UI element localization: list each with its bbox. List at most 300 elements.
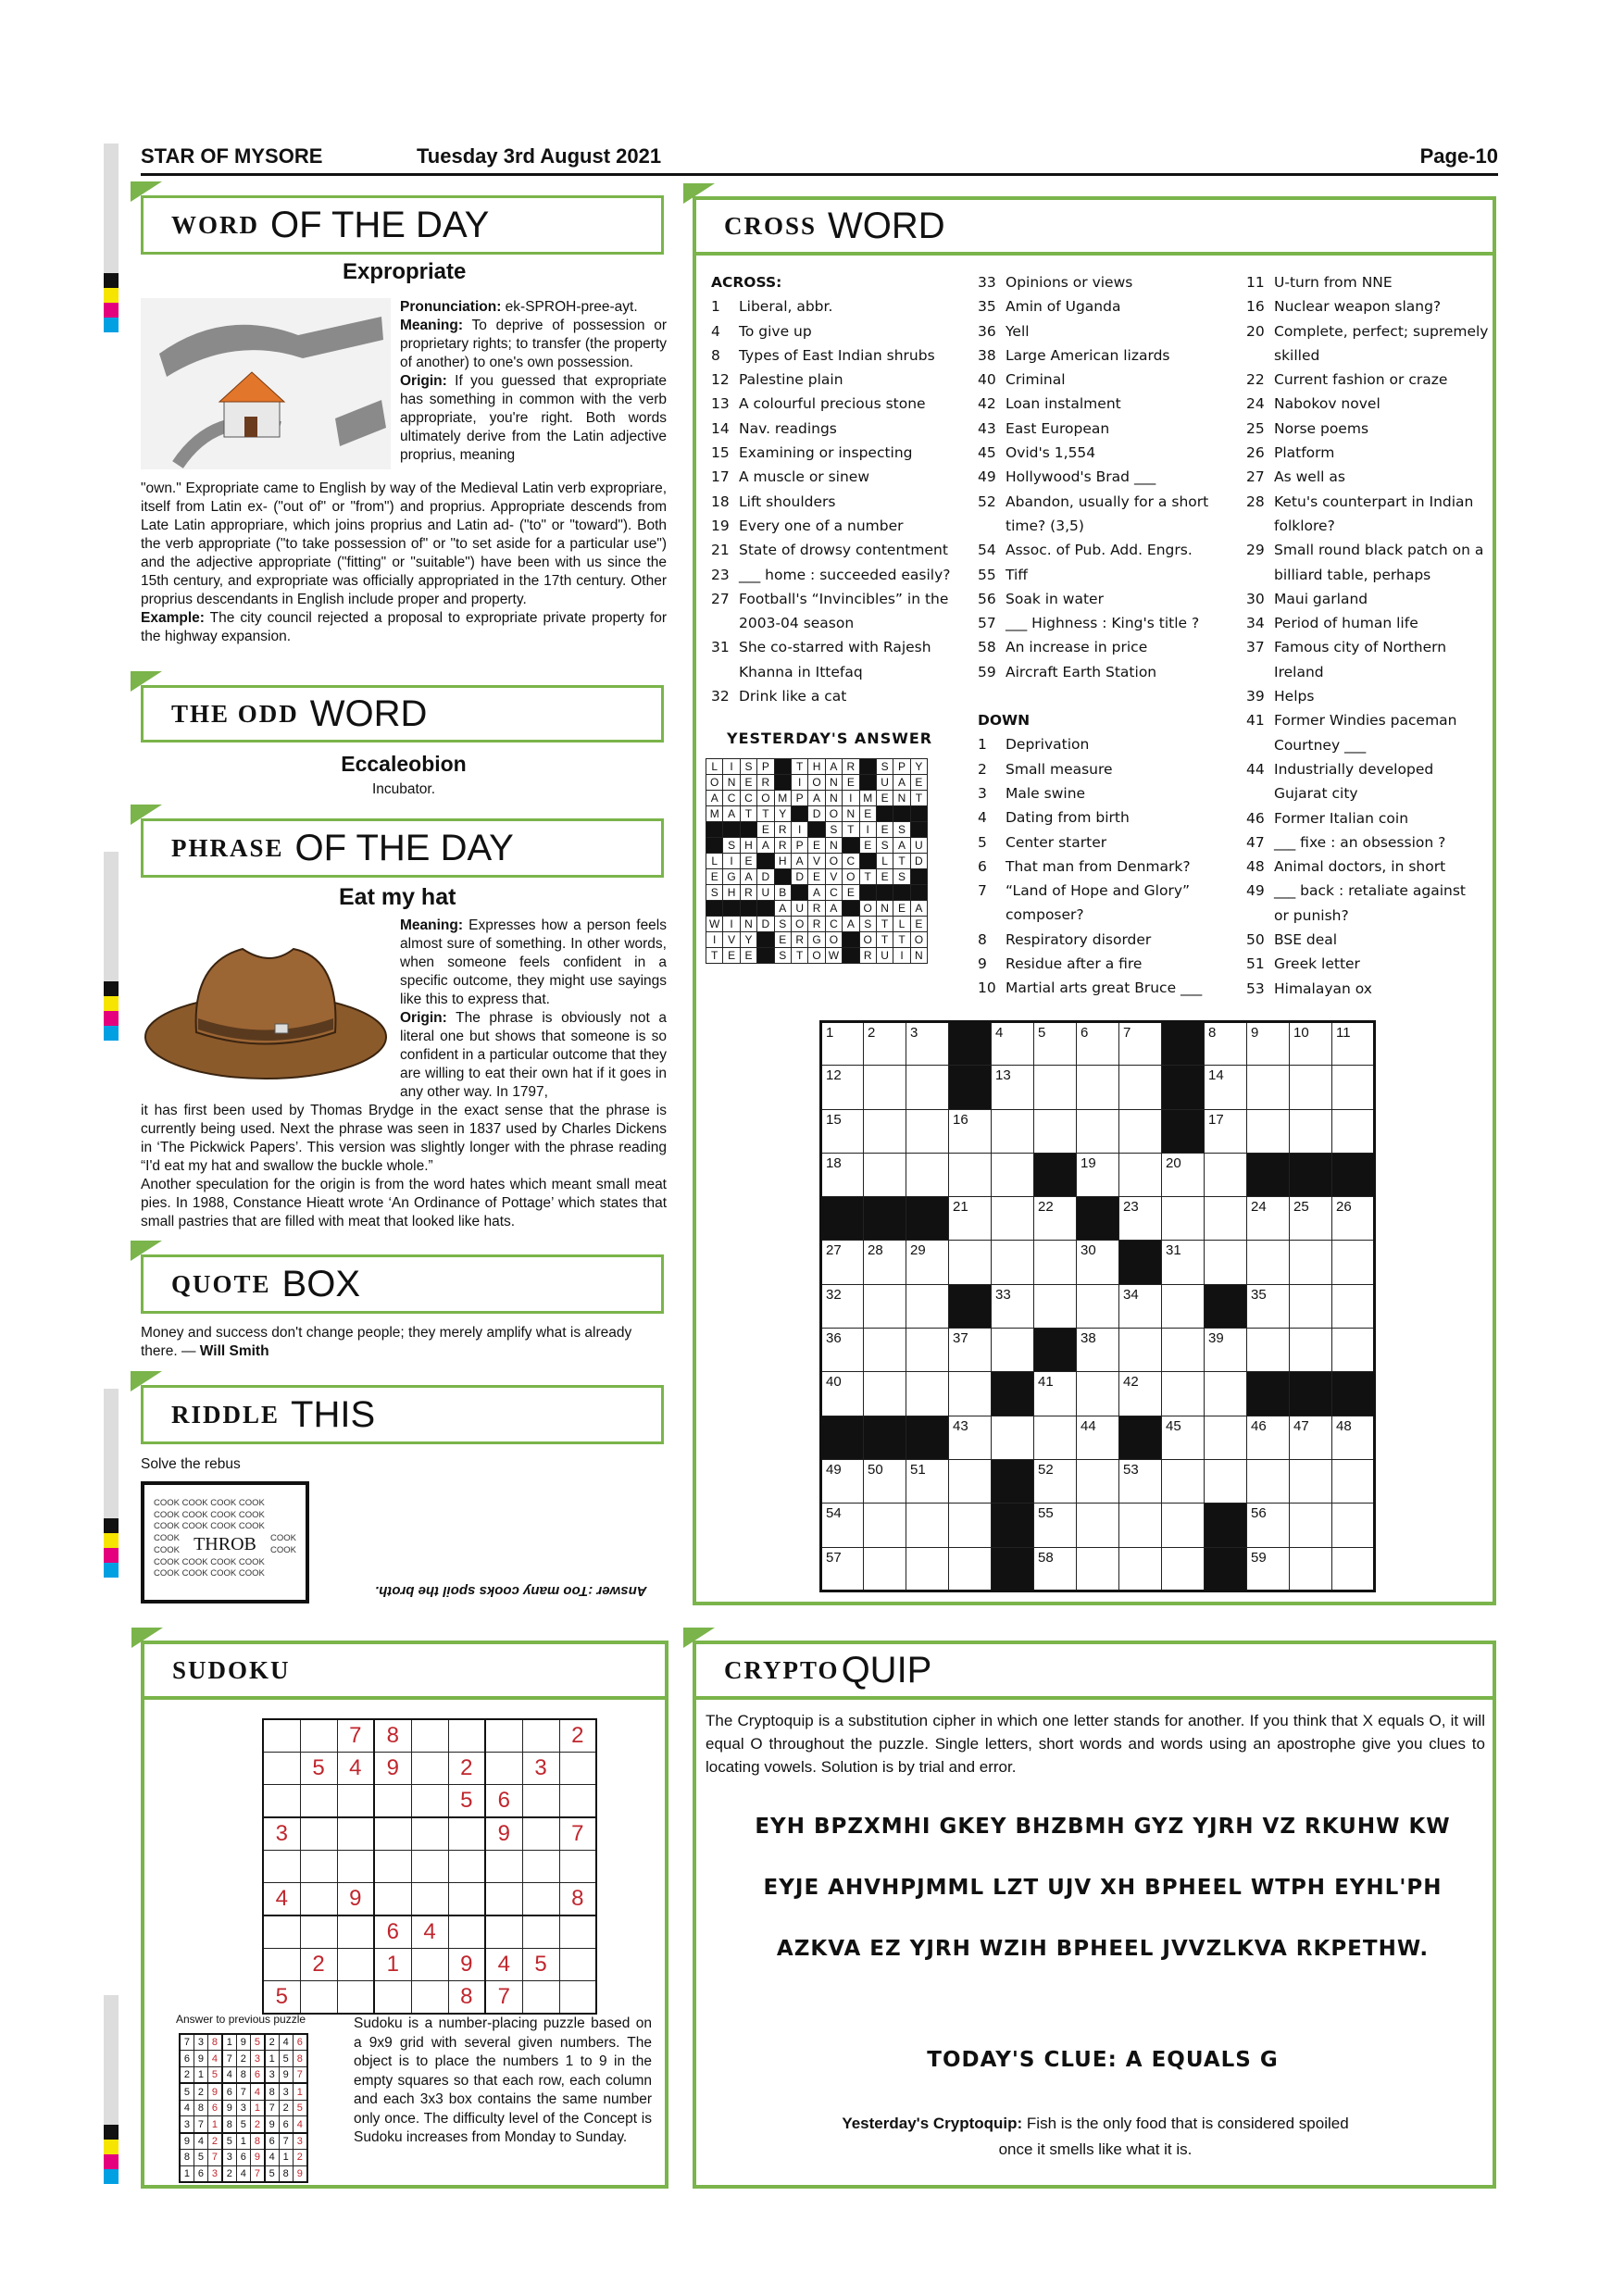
answer-letter: H [723, 885, 740, 901]
crossword-cell [864, 1547, 906, 1591]
sudoku-cell: 5 [263, 1980, 300, 2013]
sudoku-answer-cell: 1 [279, 2150, 293, 2166]
sudoku-answer-cell: 7 [180, 2034, 194, 2051]
sudoku-answer-cell: 7 [293, 2067, 306, 2084]
crossword-cell [1205, 1416, 1247, 1459]
crossword-cell [1290, 1547, 1332, 1591]
answer-letter: S [723, 838, 740, 854]
sudoku-cell [411, 1948, 448, 1980]
answer-black-square [706, 822, 723, 838]
crossword-cell [1247, 1284, 1290, 1328]
clue-number: 26 [1336, 1199, 1352, 1216]
crossword-cell [864, 1022, 906, 1066]
crossword-cell [1119, 1153, 1162, 1196]
clue: 54 Assoc. of Pub. Add. Engrs. [978, 542, 1193, 559]
answer-letter: E [808, 838, 825, 854]
sudoku-cell: 6 [374, 1915, 411, 1948]
crossword-cell [1077, 1372, 1119, 1416]
clue-number: 6 [1081, 1025, 1089, 1041]
crossword-cell [1205, 1459, 1247, 1503]
answer-letter: E [808, 869, 825, 885]
crossword-cell [1205, 1066, 1247, 1109]
sudoku-answer-cell: 1 [180, 2165, 194, 2182]
answer-letter: V [825, 869, 842, 885]
answer-letter: Y [910, 759, 927, 775]
sudoku-answer-cell: 3 [208, 2165, 222, 2182]
answer-black-square [843, 948, 859, 964]
crossword-cell [864, 1329, 906, 1372]
clue: 14 Nav. readings [711, 419, 837, 437]
clue: 43 East European [978, 419, 1110, 437]
answer-letter: S [825, 822, 842, 838]
answer-letter: R [843, 759, 859, 775]
riddle-answer-upside-down: Answer :Too many cooks spoil the broth. [375, 1583, 647, 1599]
crossword-cell [821, 1459, 864, 1503]
sudoku-answer-cell: 3 [222, 2150, 236, 2166]
crossword-cell [821, 1066, 864, 1109]
clue-number: 23 [1123, 1199, 1139, 1216]
answer-letter: P [893, 759, 910, 775]
crossword-cell [864, 1284, 906, 1328]
sudoku-cell [485, 1719, 522, 1752]
crossword-cell [1332, 1066, 1375, 1109]
sudoku-cell: 5 [448, 1785, 485, 1817]
clue: 3 Male swine [978, 784, 1086, 802]
sudoku-cell [300, 1850, 337, 1882]
sudoku-cell: 3 [263, 1817, 300, 1850]
clue: time? (3,5) [1006, 517, 1084, 534]
answer-letter: G [723, 869, 740, 885]
page-number: Page-10 [1419, 144, 1498, 168]
clue-number: 14 [1208, 1067, 1224, 1084]
clue: or punish? [1274, 906, 1349, 924]
wotd-body-full: "own." Expropriate came to English by way of the Medieval Latin verb expropriare, itself from Latin ex- ("out of" or "from") and proprius. Appropriate descends from Late Latin appropriare, which joins proprius and Latin ad- ("to" or "toward"). Both the verb appropriate ("to take possession of" or "to set aside for a particular use") and the adjective appropriate ("fitting" or "suitable") have been with us since the 15th century, and expropriate was officially appropriated in the 17th century. Other proprius descendants in English include proper and property. Example: The city council rejected a proposal to expropriate private property for the highway expansion. [141, 480, 667, 644]
clue: 44 Industrially developed [1246, 760, 1434, 778]
clue-number: 46 [1251, 1417, 1267, 1434]
crossword-cell [821, 1153, 864, 1196]
sudoku-cell [337, 1980, 374, 2013]
sudoku-cell [411, 1882, 448, 1915]
crossword-cell [1077, 1153, 1119, 1196]
answer-black-square [791, 885, 807, 901]
crossword-cell [1247, 1504, 1290, 1547]
clue: 2003-04 season [739, 615, 855, 632]
black-square [1205, 1284, 1247, 1328]
sudoku-answer-cell: 1 [250, 2100, 264, 2116]
answer-black-square [757, 901, 774, 917]
cryptoquip-clue: TODAY'S CLUE: A EQUALS G [927, 2048, 1279, 2072]
sudoku-cell [448, 1915, 485, 1948]
sudoku-cell [374, 1817, 411, 1850]
clue-number: 24 [1251, 1199, 1267, 1216]
sudoku-answer-cell: 9 [194, 2051, 207, 2067]
sudoku-answer-cell: 1 [194, 2067, 207, 2084]
clue: 34 Period of human life [1246, 615, 1418, 632]
sudoku-cell: 6 [485, 1785, 522, 1817]
answer-letter: C [740, 791, 756, 806]
clue-number: 58 [1038, 1549, 1054, 1566]
clue: 1 Liberal, abbr. [711, 298, 833, 316]
answer-black-square [910, 822, 927, 838]
sudoku-answer-cell: 1 [293, 2083, 306, 2100]
clue: 24 Nabokov novel [1246, 395, 1380, 413]
sudoku-answer-cell: 9 [250, 2150, 264, 2166]
clue: 9 Residue after a fire [978, 955, 1143, 973]
answer-letter: T [791, 759, 807, 775]
answer-letter: W [706, 917, 723, 932]
answer-letter: M [706, 806, 723, 822]
black-square [1247, 1372, 1290, 1416]
black-square [821, 1197, 864, 1241]
sudoku-cell: 9 [337, 1882, 374, 1915]
sudoku-cell [337, 1785, 374, 1817]
crossword-cell [906, 1284, 949, 1328]
sudoku-cell: 2 [448, 1752, 485, 1784]
sudoku-cell [559, 1980, 596, 2013]
black-square [1332, 1153, 1375, 1196]
clue-number: 13 [995, 1067, 1011, 1084]
crossword-cell [864, 1153, 906, 1196]
answer-black-square [859, 885, 876, 901]
clue: 33 Opinions or views [978, 274, 1133, 291]
sudoku-cell [411, 1817, 448, 1850]
sudoku-answer-cell: 8 [293, 2051, 306, 2067]
black-square [1119, 1416, 1162, 1459]
answer-black-square [791, 806, 807, 822]
answer-black-square [706, 838, 723, 854]
sudoku-answer-cell: 6 [194, 2165, 207, 2182]
clue-number: 30 [1081, 1242, 1096, 1259]
rebus-center-word: THROB [194, 1534, 256, 1555]
answer-letter: A [910, 901, 927, 917]
sudoku-answer-cell: 4 [194, 2133, 207, 2150]
clue: 5 Center starter [978, 833, 1107, 851]
sudoku-cell: 8 [559, 1882, 596, 1915]
clue: 40 Criminal [978, 371, 1066, 389]
answer-letter: N [740, 917, 756, 932]
crossword-cell [1034, 1416, 1077, 1459]
black-square [1119, 1241, 1162, 1284]
crossword-cell [1332, 1284, 1375, 1328]
sudoku-answer-cell: 4 [180, 2100, 194, 2116]
crossword-cell [1162, 1241, 1205, 1284]
answer-black-square [910, 806, 927, 822]
sudoku-answer-cell: 1 [265, 2051, 279, 2067]
answer-letter: A [757, 838, 774, 854]
clue: 36 Yell [978, 322, 1030, 340]
answer-letter: O [859, 901, 876, 917]
sudoku-cell: 5 [300, 1752, 337, 1784]
cryptoquip-yesterday: Yesterday's Cryptoquip: Fish is the only food that is considered spoiled once it smells like what it is. [842, 2115, 1349, 2158]
crossword-cell [992, 1153, 1034, 1196]
across-clues-col2 [978, 270, 1223, 1001]
crossword-cell [1247, 1109, 1290, 1153]
clue-number: 56 [1251, 1505, 1267, 1522]
crossword-cell [864, 1504, 906, 1547]
answer-black-square [774, 759, 791, 775]
answer-black-square [808, 822, 825, 838]
crossword-cell [1332, 1459, 1375, 1503]
sudoku-answer-cell: 6 [208, 2100, 222, 2116]
crossword-cell [1077, 1241, 1119, 1284]
crossword-cell [1247, 1329, 1290, 1372]
sudoku-answer-cell: 5 [180, 2083, 194, 2100]
clue: 51 Greek letter [1246, 955, 1360, 973]
answer-letter: Y [774, 806, 791, 822]
sudoku-cell [559, 1752, 596, 1784]
crossword-cell [1077, 1329, 1119, 1372]
clue: 4 Dating from birth [978, 809, 1130, 827]
answer-letter: H [740, 838, 756, 854]
crossword-cell [1077, 1504, 1119, 1547]
clue-number: 54 [826, 1505, 842, 1522]
paper-name: STAR OF MYSORE [141, 144, 323, 168]
sudoku-cell: 5 [522, 1948, 559, 1980]
black-square [1205, 1504, 1247, 1547]
black-square [906, 1197, 949, 1241]
clue-number: 33 [995, 1286, 1011, 1303]
clue: 23 ___ home : succeeded easily? [711, 566, 951, 583]
answer-black-square [757, 854, 774, 869]
crossword-cell [949, 1547, 992, 1591]
sudoku-answer-cell: 3 [293, 2133, 306, 2150]
answer-letter: O [808, 948, 825, 964]
sudoku-cell [300, 1915, 337, 1948]
answer-letter: A [893, 838, 910, 854]
sudoku-cell [448, 1817, 485, 1850]
crossword-cell [1034, 1241, 1077, 1284]
crossword-cell [1247, 1459, 1290, 1503]
answer-letter: E [843, 885, 859, 901]
answer-black-square [910, 869, 927, 885]
sudoku-answer-cell: 5 [265, 2165, 279, 2182]
crossword-cell [1077, 1547, 1119, 1591]
crossword-cell [1077, 1022, 1119, 1066]
answer-letter: V [723, 932, 740, 948]
answer-letter: E [706, 869, 723, 885]
sudoku-answer-cell: 5 [250, 2034, 264, 2051]
clue-number: 39 [1208, 1330, 1224, 1347]
crossword-cell [1077, 1066, 1119, 1109]
answer-letter: N [910, 948, 927, 964]
quote-box-title: QUOTE BOX [141, 1254, 664, 1314]
crossword-cell [949, 1109, 992, 1153]
crossword-cell [1332, 1109, 1375, 1153]
sudoku-cell [411, 1850, 448, 1882]
crossword-cell [1332, 1022, 1375, 1066]
sudoku-answer-grid [179, 2033, 308, 2183]
answer-letter: G [808, 932, 825, 948]
clue-number: 42 [1123, 1374, 1139, 1391]
sudoku-cell: 9 [485, 1817, 522, 1850]
answer-letter: P [791, 838, 807, 854]
clue: 28 Ketu's counterpart in Indian [1246, 493, 1474, 510]
crossword-cell [906, 1241, 949, 1284]
answer-letter: O [791, 917, 807, 932]
crossword-cell [864, 1109, 906, 1153]
odd-word: Eccaleobion [341, 752, 467, 776]
answer-letter: S [774, 948, 791, 964]
answer-letter: H [774, 854, 791, 869]
crossword-cell [1205, 1153, 1247, 1196]
answer-letter: O [825, 932, 842, 948]
sudoku-answer-cell: 2 [194, 2083, 207, 2100]
clue-number: 38 [1081, 1330, 1096, 1347]
page-header [141, 139, 1498, 176]
crossword-cell [1290, 1197, 1332, 1241]
crossword-cell [1034, 1022, 1077, 1066]
sudoku-cell [522, 1850, 559, 1882]
clue-number: 11 [1336, 1025, 1351, 1041]
answer-letter: R [808, 901, 825, 917]
sudoku-answer-cell: 7 [265, 2100, 279, 2116]
sudoku-cell [485, 1752, 522, 1784]
clue: 52 Abandon, usually for a short [978, 493, 1209, 510]
sudoku-answer-cell: 6 [265, 2133, 279, 2150]
clue: Khanna in Ittefaq [739, 663, 863, 680]
crossword-cell [1077, 1109, 1119, 1153]
crossword-cell [1290, 1284, 1332, 1328]
sudoku-answer-cell: 5 [194, 2150, 207, 2166]
crossword-cell [1034, 1372, 1077, 1416]
answer-letter: A [808, 791, 825, 806]
clue-number: 22 [1038, 1199, 1054, 1216]
clue-number: 18 [826, 1154, 842, 1171]
clue-number: 21 [953, 1199, 968, 1216]
sudoku-cell [337, 1817, 374, 1850]
registration-mark [104, 852, 119, 1041]
sudoku-answer-cell: 9 [279, 2067, 293, 2084]
sudoku-cell: 9 [448, 1948, 485, 1980]
sudoku-answer-cell: 4 [222, 2067, 236, 2084]
clue-number: 7 [1123, 1025, 1131, 1041]
clue-number: 15 [826, 1111, 842, 1128]
answer-black-square [876, 885, 893, 901]
answer-letter: P [757, 759, 774, 775]
answer-letter: M [859, 791, 876, 806]
black-square [1290, 1153, 1332, 1196]
clue-number: 12 [826, 1067, 842, 1084]
sudoku-cell [300, 1785, 337, 1817]
sudoku-cell: 4 [411, 1915, 448, 1948]
wotd-word: Expropriate [343, 259, 467, 284]
black-square [949, 1066, 992, 1109]
sudoku-answer-cell: 4 [293, 2116, 306, 2133]
sudoku-answer-cell: 4 [236, 2165, 250, 2182]
clue: 45 Ovid's 1,554 [978, 444, 1096, 462]
sudoku-answer-cell: 6 [236, 2150, 250, 2166]
answer-letter: O [706, 775, 723, 791]
clue: 8 Types of East Indian shrubs [711, 346, 935, 364]
crossword-cell [1332, 1197, 1375, 1241]
crossword-cell [1290, 1241, 1332, 1284]
answer-letter: I [706, 932, 723, 948]
crossword-cell [1290, 1459, 1332, 1503]
sudoku-answer-cell: 2 [208, 2133, 222, 2150]
answer-letter: I [723, 759, 740, 775]
sudoku-answer-cell: 2 [265, 2034, 279, 2051]
quote-author: Will Smith [199, 1343, 269, 1359]
answer-letter: E [723, 948, 740, 964]
clue: skilled [1274, 346, 1320, 364]
crossword-cell [992, 1416, 1034, 1459]
answer-letter: Y [740, 932, 756, 948]
answer-letter: N [723, 775, 740, 791]
crossword-cell [1119, 1547, 1162, 1591]
answer-letter: H [808, 759, 825, 775]
answer-black-square [740, 822, 756, 838]
answer-letter: A [791, 854, 807, 869]
black-square [1205, 1547, 1247, 1591]
answer-black-square [774, 775, 791, 791]
sudoku-cell [337, 1915, 374, 1948]
sudoku-answer-cell: 2 [222, 2165, 236, 2182]
clue: 49 Hollywood's Brad ___ [978, 468, 1156, 486]
answer-letter: T [910, 791, 927, 806]
sudoku-answer-cell: 8 [265, 2083, 279, 2100]
clue-number: 59 [1251, 1549, 1267, 1566]
clue: 27 As well as [1246, 468, 1345, 486]
answer-letter: U [876, 948, 893, 964]
sudoku-answer-cell: 8 [236, 2067, 250, 2084]
clue: 18 Lift shoulders [711, 493, 836, 510]
clue-number: 47 [1293, 1417, 1309, 1434]
riddle-title: RIDDLE THIS [141, 1385, 664, 1444]
clue-number: 53 [1123, 1461, 1139, 1478]
phrase-body-right: Meaning: Expresses how a person feels almost sure of something. In other words, when someone feels confident in a specific outcome, they might use sayings like this to express that. Origin: The phrase is obviously not a literal one but shows that someone is so confident in a particular outcome that they are willing to eat their own hat if it goes in any other way. In 1797, [400, 917, 668, 1100]
clue: Ireland [1274, 663, 1324, 680]
clue: 8 Respiratory disorder [978, 930, 1152, 948]
clue: 38 Large American lizards [978, 346, 1170, 364]
sudoku-cell [559, 1915, 596, 1948]
crossword-cell [864, 1066, 906, 1109]
clue: 27 Football's “Invincibles” in the [711, 590, 949, 607]
sudoku-answer-cell: 6 [250, 2067, 264, 2084]
quote-text: Money and success don't change people; they merely amplify what is already there. — Will Smith [141, 1325, 632, 1359]
sudoku-description: Sudoku is a number-placing puzzle based on a 9x9 grid with several given numbers. The object is to place the numbers 1 to 9 in the empty squares so that each row, each column and each 3x3 box contains the same number only once. The difficulty level of the Concept is Sudoku increases from Monday to Sunday. [354, 2015, 652, 2145]
clue: 56 Soak in water [978, 590, 1104, 607]
clue: 16 Nuclear weapon slang? [1246, 298, 1442, 316]
sudoku-answer-cell: 9 [222, 2100, 236, 2116]
rebus-box: COOK COOK COOK COOK COOK COOK COOK COOK COOK COOK COOK COOK COOK COOK THROB COOK COOK COOK COOK COOK COOK COOK COOK COOK COOK [141, 1481, 309, 1603]
crossword-cell [1205, 1241, 1247, 1284]
sudoku-cell [448, 1882, 485, 1915]
crossword-cell [1205, 1109, 1247, 1153]
answer-letter: N [825, 838, 842, 854]
sudoku-answer-cell: 2 [236, 2051, 250, 2067]
answer-letter: L [876, 854, 893, 869]
clue: 10 Martial arts great Bruce ___ [978, 980, 1203, 997]
sudoku-cell [263, 1948, 300, 1980]
crossword-cell [1162, 1153, 1205, 1196]
answer-letter: I [843, 791, 859, 806]
crossword-cell [1205, 1022, 1247, 1066]
answer-letter: B [774, 885, 791, 901]
clue-number: 40 [826, 1374, 842, 1391]
answer-black-square [876, 806, 893, 822]
crossword-cell [1162, 1197, 1205, 1241]
sudoku-cell [263, 1752, 300, 1784]
cowboy-hat-illustration [141, 926, 391, 1092]
sudoku-answer-cell: 8 [194, 2100, 207, 2116]
crossword-cell [1034, 1547, 1077, 1591]
black-square [1077, 1197, 1119, 1241]
answer-letter: I [859, 822, 876, 838]
crossword-cell [1247, 1197, 1290, 1241]
crossword-cell [1034, 1504, 1077, 1547]
answer-letter: I [723, 917, 740, 932]
crossword-cell [821, 1022, 864, 1066]
